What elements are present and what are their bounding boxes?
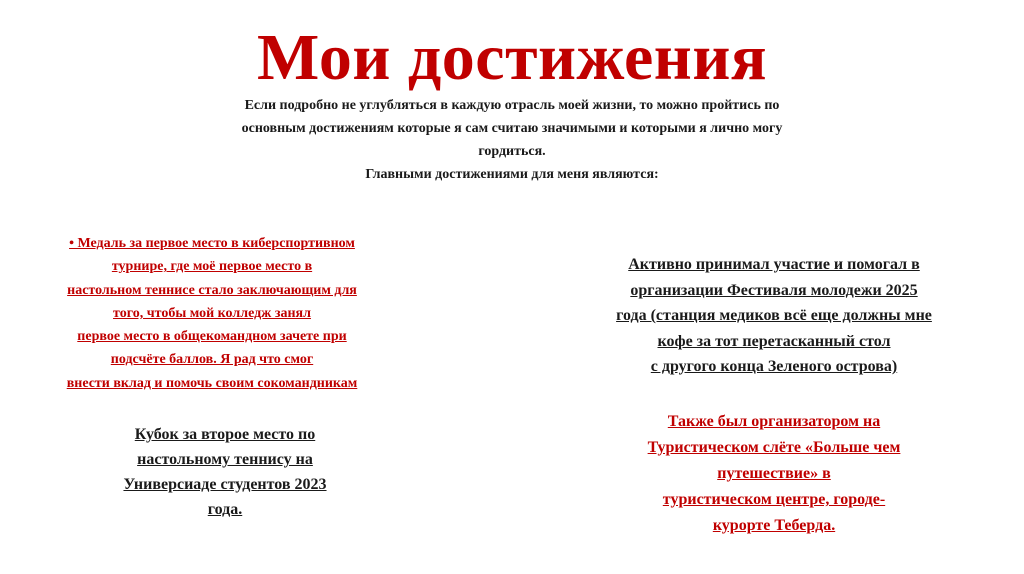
- rally-line: Туристическом слёте «Больше чем: [647, 439, 901, 456]
- medal-achievement: [20, 232, 404, 395]
- medal-line: турнире, где моё первое место в: [111, 259, 313, 275]
- intro-line: Главными достижениями для меня являются:: [365, 167, 659, 182]
- medal-line: того, чтобы мой колледж занял: [113, 305, 311, 321]
- rally-line: туристическом центре, городе-: [662, 491, 886, 508]
- tourist-rally-achievement: [598, 409, 950, 539]
- medal-line: подсчёте баллов. Я рад что смог: [110, 352, 314, 368]
- medal-line: настольном теннисе стало заключающим для: [67, 282, 357, 298]
- intro-line: гордиться.: [478, 144, 546, 159]
- cup-line: года.: [207, 501, 243, 518]
- intro-line: основным достижениям которые я сам считаю значимыми и которыми я лично могу: [241, 121, 783, 136]
- festival-line: организации Фестиваля молодежи 2025: [630, 281, 918, 299]
- festival-line: кофе за тот перетасканный стол: [657, 332, 891, 350]
- medal-line: • Медаль за первое место в киберспортивном: [69, 236, 355, 251]
- rally-line: Также был организатором на: [667, 413, 881, 430]
- festival-line: Активно принимал участие и помогал в: [628, 256, 920, 273]
- cup-line: Универсиаде студентов 2023: [123, 476, 327, 493]
- medal-line: внести вклад и помочь своим сокомандникам: [66, 375, 358, 391]
- cup-achievement: [60, 422, 390, 522]
- rally-line: путешествие» в: [717, 465, 831, 482]
- rally-line: курорте Теберда.: [712, 517, 836, 534]
- intro-paragraph: [180, 94, 844, 186]
- intro-line: Если подробно не углубляться в каждую отрасль моей жизни, то можно пройтись по: [244, 98, 780, 113]
- festival-line: с другого конца Зеленого острова): [650, 358, 898, 375]
- cup-line: Кубок за второе место по: [134, 426, 316, 443]
- festival-line: года (станция медиков всё еще должны мне: [616, 307, 932, 324]
- page-title: Мои достижения: [256, 21, 768, 94]
- medal-line: первое место в общекомандном зачете при: [77, 329, 347, 345]
- festival-achievement: [578, 252, 970, 380]
- cup-line: настольному теннису на: [137, 451, 313, 468]
